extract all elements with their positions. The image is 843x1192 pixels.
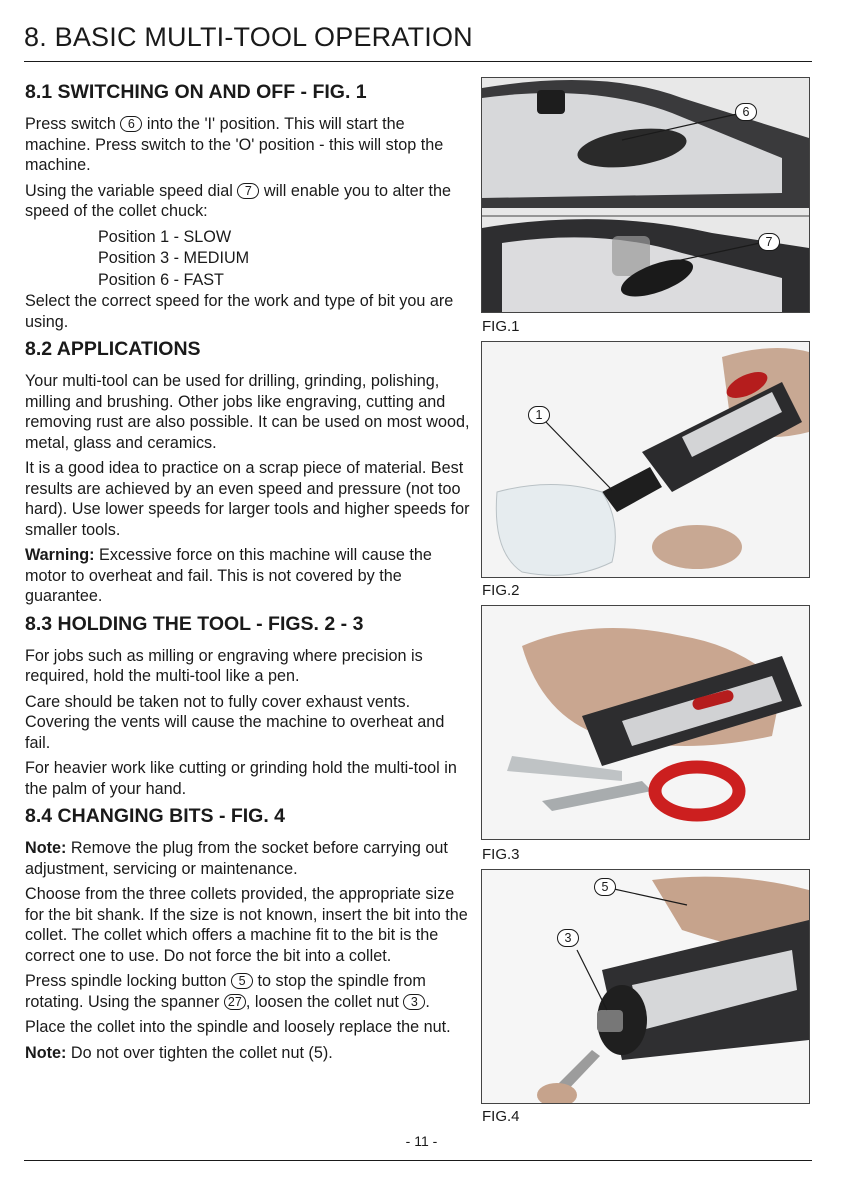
section-heading: 8.1 SWITCHING ON AND OFF - FIG. 1 bbox=[25, 81, 367, 103]
figure-2-caption: FIG.2 bbox=[482, 582, 520, 599]
pen-grip-illustration bbox=[482, 342, 809, 577]
text-run: . bbox=[425, 992, 430, 1011]
paragraph: Place the collet into the spindle and loosely replace the nut. bbox=[25, 1018, 451, 1036]
figure-3-caption: FIG.3 bbox=[482, 846, 520, 863]
section-heading: 8.2 APPLICATIONS bbox=[25, 338, 201, 360]
text-run: Using the variable speed dial bbox=[25, 181, 238, 200]
text-run: , loosen the collet nut bbox=[245, 992, 404, 1011]
callout-ref-5: 5 bbox=[231, 973, 253, 989]
section-heading: 8.4 CHANGING BITS - FIG. 4 bbox=[25, 805, 286, 827]
figure-callout: 5 bbox=[594, 878, 616, 896]
paragraph: Your multi-tool can be used for drilling, grinding, polishing, milling and brushing. Other jobs like engraving, cutting and removing rust are also possible. It can be used on most wood, metal, glass and ceramics. bbox=[25, 372, 470, 452]
title-divider bbox=[24, 61, 812, 62]
collet-change-illustration bbox=[482, 870, 809, 1103]
figure-callout: 1 bbox=[528, 406, 550, 424]
paragraph: It is a good idea to practice on a scrap piece of material. Best results are achieved by an even speed and pressure (not too hard). Use lower speeds for larger tools and higher speeds for smaller tools. bbox=[25, 459, 470, 539]
section-holding bbox=[25, 612, 473, 800]
page-number: - 11 - bbox=[405, 1133, 438, 1149]
text-run: Press switch bbox=[25, 115, 121, 133]
figure-1-caption: FIG.1 bbox=[482, 318, 520, 335]
callout-ref-27: 27 bbox=[224, 994, 246, 1010]
note-paragraph bbox=[25, 838, 473, 879]
speed-position-item: Position 6 - FAST bbox=[98, 270, 224, 289]
figure-4-photo bbox=[481, 869, 810, 1104]
note-text: Remove the plug from the socket before carrying out adjustment, servicing or maintenance. bbox=[25, 839, 448, 878]
paragraph bbox=[25, 181, 473, 222]
figure-4-caption: FIG.4 bbox=[482, 1108, 520, 1125]
paragraph bbox=[25, 971, 473, 1012]
callout-ref-6: 6 bbox=[120, 116, 142, 132]
speed-position-item: Position 1 - SLOW bbox=[98, 227, 232, 246]
page-title: 8. BASIC MULTI-TOOL OPERATION bbox=[24, 22, 473, 52]
text-run: Press spindle locking button bbox=[25, 972, 232, 990]
warning-paragraph bbox=[25, 545, 473, 607]
figure-3-photo bbox=[481, 605, 810, 840]
figure-1-photo bbox=[481, 77, 810, 313]
text-column bbox=[25, 80, 473, 1068]
callout-ref-7: 7 bbox=[237, 183, 259, 199]
figure-callout: 7 bbox=[758, 233, 780, 251]
note-text: Do not over tighten the collet nut (5). bbox=[66, 1043, 333, 1062]
paragraph: For jobs such as milling or engraving where precision is required, hold the multi-tool like a pen. bbox=[25, 646, 423, 685]
note-label: Note: bbox=[25, 1043, 67, 1062]
paragraph: For heavier work like cutting or grinding hold the multi-tool in the palm of your hand. bbox=[25, 759, 457, 798]
paragraph: Care should be taken not to fully cover exhaust vents. Covering the vents will cause the machine to overheat and fail. bbox=[25, 692, 445, 752]
callout-ref-3: 3 bbox=[403, 994, 425, 1010]
note-label: Note: bbox=[25, 839, 67, 857]
paragraph bbox=[25, 114, 473, 176]
section-changing-bits bbox=[25, 804, 473, 1063]
figure-2-photo bbox=[481, 341, 810, 578]
footer-divider bbox=[24, 1160, 812, 1161]
text-run: to stop the spindle from rotating. Using the spanner bbox=[25, 972, 426, 1011]
text-run: into the 'I' position. This will start the machine. Press switch to the 'O' position - this will stop the machine. bbox=[25, 115, 444, 174]
section-applications bbox=[25, 337, 473, 607]
palm-grip-illustration bbox=[482, 606, 809, 839]
figure-callout: 6 bbox=[735, 103, 757, 121]
figure-callout: 3 bbox=[557, 929, 579, 947]
tool-switch-illustration bbox=[482, 78, 809, 312]
section-heading: 8.3 HOLDING THE TOOL - FIGS. 2 - 3 bbox=[25, 612, 364, 635]
paragraph: Choose from the three collets provided, the appropriate size for the bit shank. If the size is not known, insert the bit into the collet. The collet which offers a machine fit to the bit is the correct one to use. Do not force the bit into a collet. bbox=[25, 885, 468, 965]
section-switching bbox=[25, 80, 473, 332]
text-run: will enable you to alter the speed of the collet chuck: bbox=[25, 181, 452, 220]
warning-label: Warning: bbox=[25, 546, 95, 564]
warning-text: Excessive force on this machine will cause the motor to overheat and fail. This is not covered by the guarantee. bbox=[25, 546, 432, 605]
paragraph: Select the correct speed for the work and type of bit you are using. bbox=[25, 292, 454, 331]
note-paragraph bbox=[25, 1043, 473, 1064]
speed-position-item: Position 3 - MEDIUM bbox=[98, 249, 250, 267]
